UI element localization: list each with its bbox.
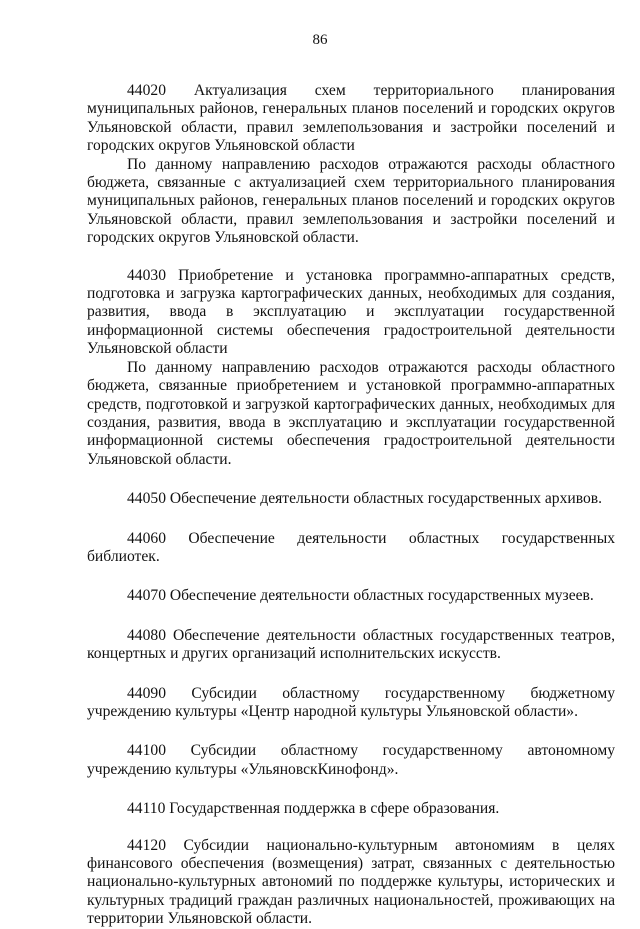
paragraph-44100: 44100 Субсидии областному государственному автономному учреждению культуры «УльяновскКинофонд». bbox=[87, 742, 615, 778]
paragraph-44110: 44110 Государственная поддержка в сфере образования. bbox=[127, 800, 500, 818]
document-body bbox=[87, 82, 615, 929]
paragraph-44070: 44070 Обеспечение деятельности областных государственных музеев. bbox=[127, 587, 594, 605]
paragraph-44020-description: По данному направлению расходов отражаются расходы областного бюджета, связанные с актуализацией схем территориального планирования муниципальных районов, генеральных планов поселений и городских округов Ульяновской области, правил землепользования и застройки поселений и городских округов Ульяновской области. bbox=[87, 155, 615, 247]
paragraph-44060: 44060 Обеспечение деятельности областных государственных библиотек. bbox=[87, 529, 615, 565]
paragraph-44050: 44050 Обеспечение деятельности областных государственных архивов. bbox=[127, 490, 603, 508]
paragraph-44120: 44120 Субсидии национально-культурным автономиям в целях финансового обеспечения (возмещения) затрат, связанных с деятельностью национально-культурных автономий по поддержке культуры, исторических и культурных традиций граждан различных национальностей, проживающих на территории Ульяновской области. bbox=[87, 836, 615, 928]
paragraph-44090: 44090 Субсидии областному государственному бюджетному учреждению культуры «Центр народной культуры Ульяновской области». bbox=[87, 684, 615, 720]
page-number: 86 bbox=[312, 32, 328, 48]
paragraph-44030-title: 44030 Приобретение и установка программно-аппаратных средств, подготовка и загрузка картографических данных, необходимых для создания, развития, ввода в эксплуатацию и эксплуатации государственной информационной системы обеспечения градостроительной деятельности Ульяновской области bbox=[87, 266, 615, 358]
paragraph-44080: 44080 Обеспечение деятельности областных государственных театров, концертных и других организаций исполнительских искусств. bbox=[87, 626, 615, 663]
paragraph-44020-title: 44020 Актуализация схем территориального планирования муниципальных районов, генеральных планов поселений и городских округов Ульяновской области, правил землепользования и застройки поселений и городских округов Ульяновской области bbox=[87, 82, 615, 155]
paragraph-44030-description: По данному направлению расходов отражаются расходы областного бюджета, связанные приобретением и установкой программно-аппаратных средств, подготовкой и загрузкой картографических данных, необходимых для создания, развития, ввода в эксплуатацию и эксплуатации государственной информационной системы обеспечения градостроительной деятельности Ульяновской области. bbox=[87, 358, 615, 468]
